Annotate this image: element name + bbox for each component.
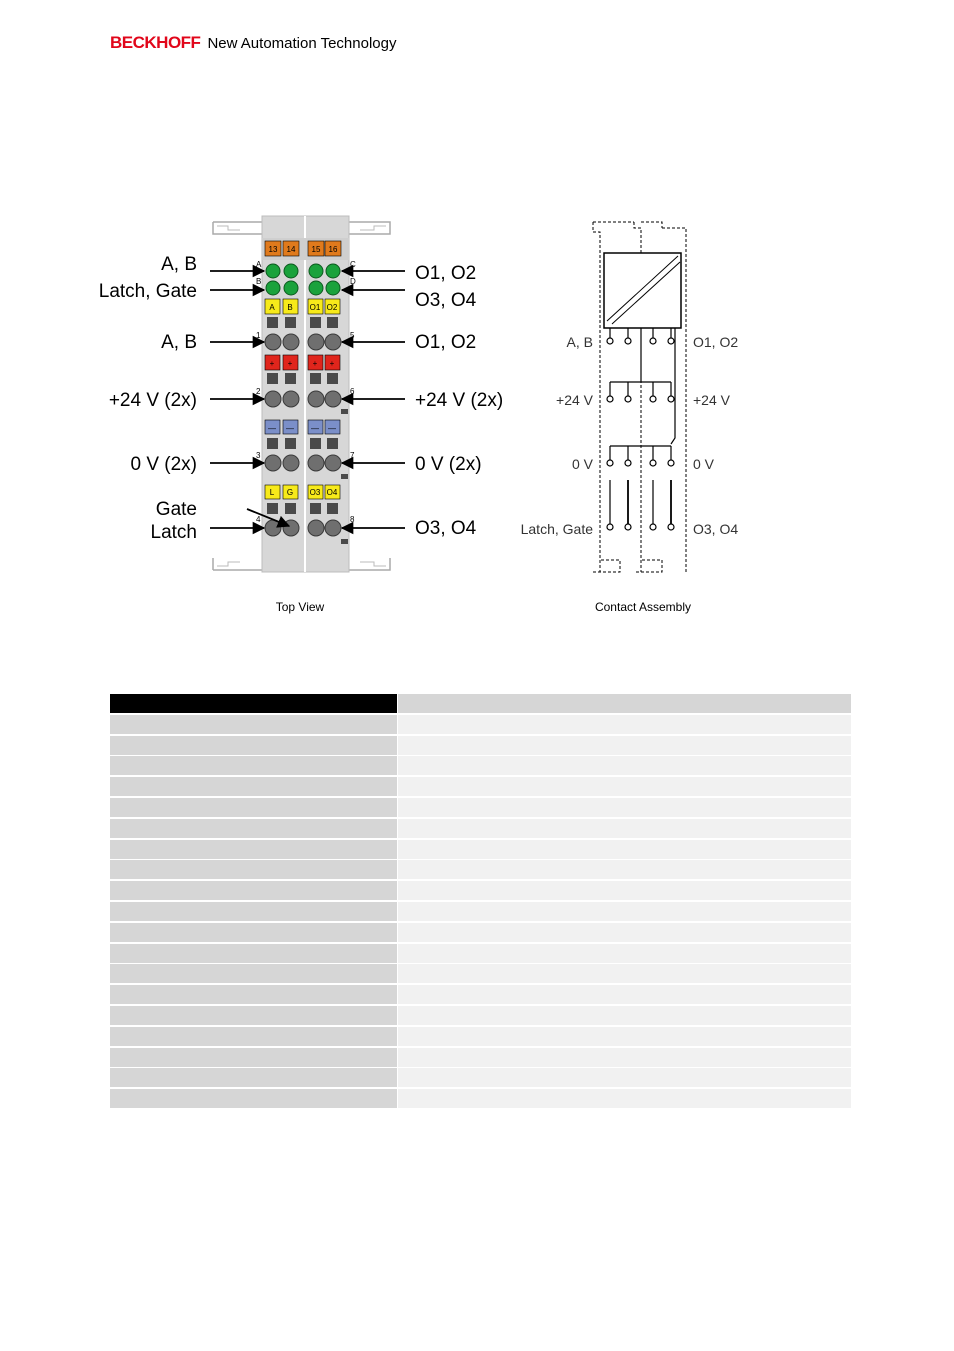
table-row	[110, 1048, 851, 1067]
contact-number-2: 2	[256, 387, 261, 396]
table-row	[110, 860, 851, 879]
schematic-label-24v-left: +24 V	[556, 392, 593, 408]
table-row	[110, 1089, 851, 1108]
tag-minus-4: —	[328, 424, 336, 433]
table-row	[110, 902, 851, 921]
label-0v-left: 0 V (2x)	[130, 454, 197, 475]
tag-o4: O4	[326, 488, 338, 497]
table-row	[110, 923, 851, 942]
table-header-row	[110, 694, 851, 713]
table-row	[110, 944, 851, 963]
contact-number-5: 5	[350, 331, 355, 340]
contact-number-6: 6	[350, 387, 355, 396]
table-row	[110, 819, 851, 838]
led-number-13: 13	[268, 245, 278, 254]
table-row	[110, 964, 851, 983]
brand-tagline: New Automation Technology	[207, 35, 397, 52]
tag-g: G	[286, 488, 294, 497]
label-o34: O3, O4	[415, 518, 477, 539]
table-row	[110, 798, 851, 817]
label-latch: Latch	[150, 522, 197, 543]
table-row	[110, 1027, 851, 1046]
caption-contact-assembly: Contact Assembly	[594, 600, 692, 614]
label-24v-left: +24 V (2x)	[108, 390, 197, 411]
schematic-label-latch-gate: Latch, Gate	[520, 521, 593, 537]
contact-assembly-schematic	[593, 222, 686, 572]
tag-minus-1: —	[268, 424, 276, 433]
contact-number-3: 3	[256, 451, 261, 460]
table-row	[110, 1068, 851, 1087]
label-o12-led: O1, O2	[415, 263, 477, 284]
led-number-15: 15	[311, 245, 321, 254]
tag-minus-3: —	[311, 424, 319, 433]
tag-l: L	[269, 488, 275, 497]
table-row	[110, 777, 851, 796]
terminal-top-view	[213, 216, 390, 572]
led-number-14: 14	[286, 245, 296, 254]
led-letter-b: B	[256, 277, 262, 286]
pin-assignment-table	[110, 694, 851, 1110]
contact-number-7: 7	[350, 451, 355, 460]
label-gate: Gate	[155, 499, 197, 520]
table-row	[110, 985, 851, 1004]
contact-number-1: 1	[256, 331, 261, 340]
schematic-label-0v-right: 0 V	[693, 456, 715, 472]
schematic-label-o34: O3, O4	[693, 521, 739, 537]
tag-plus-4: +	[329, 359, 335, 368]
contact-number-8: 8	[350, 515, 355, 524]
tag-minus-2: —	[286, 424, 294, 433]
schematic-label-ab: A, B	[566, 334, 593, 350]
tag-b: B	[287, 303, 293, 312]
label-ab-led: A, B	[161, 254, 197, 275]
led-letter-d: D	[350, 277, 356, 286]
label-o12: O1, O2	[415, 332, 477, 353]
led-number-16: 16	[328, 245, 338, 254]
tag-o3: O3	[309, 488, 321, 497]
schematic-label-24v-right: +24 V	[693, 392, 730, 408]
tag-plus-2: +	[287, 359, 293, 368]
led-letter-c: C	[350, 260, 356, 269]
brand-logo: BECKHOFF	[110, 33, 201, 52]
caption-top-view: Top View	[275, 600, 325, 614]
schematic-label-0v-left: 0 V	[571, 456, 593, 472]
table-row	[110, 736, 851, 755]
tag-a: A	[269, 303, 275, 312]
tag-o1: O1	[309, 303, 321, 312]
label-o34-led: O3, O4	[415, 290, 477, 311]
table-row	[110, 756, 851, 775]
label-24v-right: +24 V (2x)	[415, 390, 504, 411]
contact-number-4: 4	[256, 515, 261, 524]
label-ab: A, B	[161, 332, 197, 353]
tag-plus-1: +	[269, 359, 275, 368]
table-row	[110, 840, 851, 859]
tag-o2: O2	[326, 303, 338, 312]
table-row	[110, 1006, 851, 1025]
arrows-right	[342, 271, 405, 528]
schematic-label-o12: O1, O2	[693, 334, 739, 350]
table-row	[110, 715, 851, 734]
tag-plus-3: +	[312, 359, 318, 368]
label-latch-gate-led: Latch, Gate	[98, 281, 197, 302]
label-0v-right: 0 V (2x)	[415, 454, 482, 475]
table-row	[110, 881, 851, 900]
led-letter-a: A	[256, 260, 262, 269]
